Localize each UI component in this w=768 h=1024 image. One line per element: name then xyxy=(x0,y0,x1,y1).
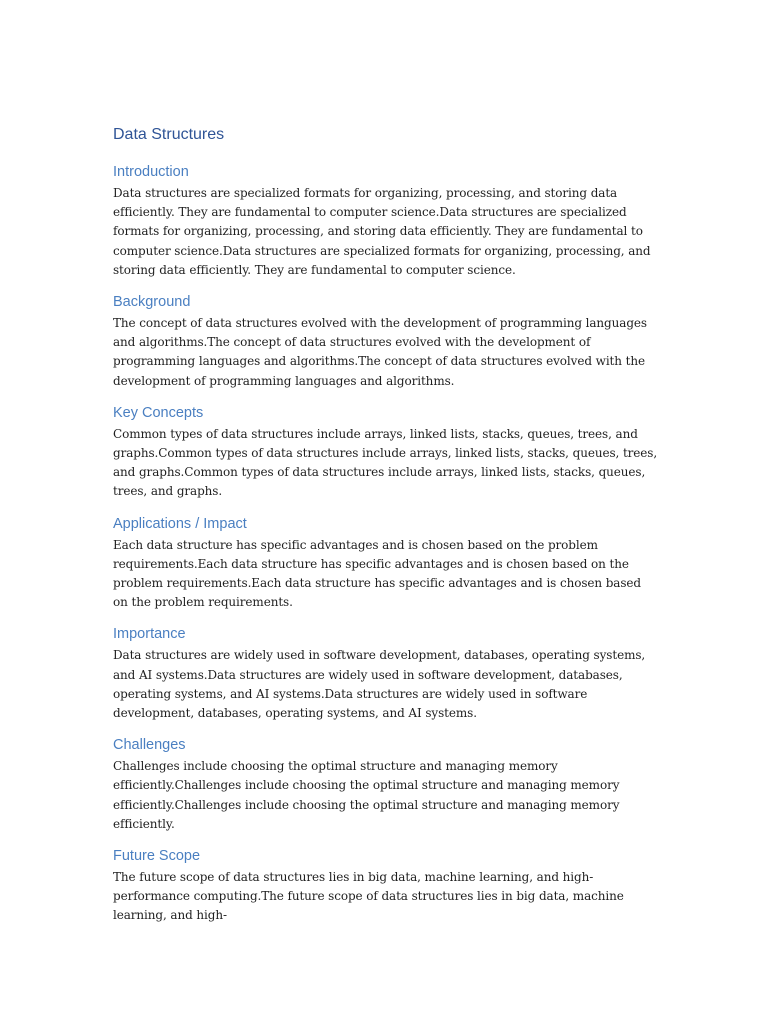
section-body-background: The concept of data structures evolved with the development of programming languages and algorithms.The concept of data structures evolved with the development of programming languages and algorithms.The concept of data structures evolved with the development of programming languages and algorithms. xyxy=(113,316,647,388)
section-body-introduction: Data structures are specialized formats for organizing, processing, and storing data efficiently. They are fundamental to computer science.Data structures are specialized formats for organizing, processing, and storing data efficiently. They are fundamental to computer science.Data structures are specialized formats for organizing, processing, and storing data efficiently. They are fundamental to computer science. xyxy=(113,186,651,277)
section-key-concepts xyxy=(113,403,658,502)
section-heading-introduction: Introduction xyxy=(113,164,189,180)
document-title: Data Structures xyxy=(113,126,225,143)
section-introduction xyxy=(113,162,658,280)
section-body-challenges: Challenges include choosing the optimal structure and managing memory efficiently.Challenges include choosing the optimal structure and managing memory efficiently.Challenges include choosing the optimal structure and managing memory efficiently. xyxy=(113,759,620,831)
section-future-scope xyxy=(113,846,658,926)
section-heading-background: Background xyxy=(113,294,191,311)
section-importance xyxy=(113,624,658,723)
section-heading-key-concepts: Key Concepts xyxy=(113,404,204,421)
document-page xyxy=(113,124,658,938)
section-applications-impact xyxy=(113,514,658,613)
section-body-future-scope: The future scope of data structures lies in big data, machine learning, and high-performance computing.The future scope of data structures lies in big data, machine learning, and high- xyxy=(113,870,624,923)
section-body-key-concepts: Common types of data structures include arrays, linked lists, stacks, queues, trees, and graphs.Common types of data structures include arrays, linked lists, stacks, queues, trees, and graphs.Common types of data structures include arrays, linked lists, stacks, queues, trees, and graphs. xyxy=(113,426,658,499)
section-challenges xyxy=(113,735,658,834)
section-heading-importance: Importance xyxy=(113,626,186,643)
section-heading-challenges: Challenges xyxy=(113,737,186,754)
section-heading-future-scope: Future Scope xyxy=(113,848,201,865)
section-body-importance: Data structures are widely used in software development, databases, operating systems, and AI systems.Data structures are widely used in software development, databases, operating systems, and AI systems.Data structures are widely used in software development, databases, operating systems, and AI systems. xyxy=(113,648,646,721)
section-background xyxy=(113,292,658,391)
section-body-applications-impact: Each data structure has specific advantages and is chosen based on the problem requirements.Each data structure has specific advantages and is chosen based on the problem requirements.Each data structure has specific advantages and is chosen based on the problem requirements. xyxy=(113,537,642,610)
section-heading-applications-impact: Applications / Impact xyxy=(113,515,247,532)
